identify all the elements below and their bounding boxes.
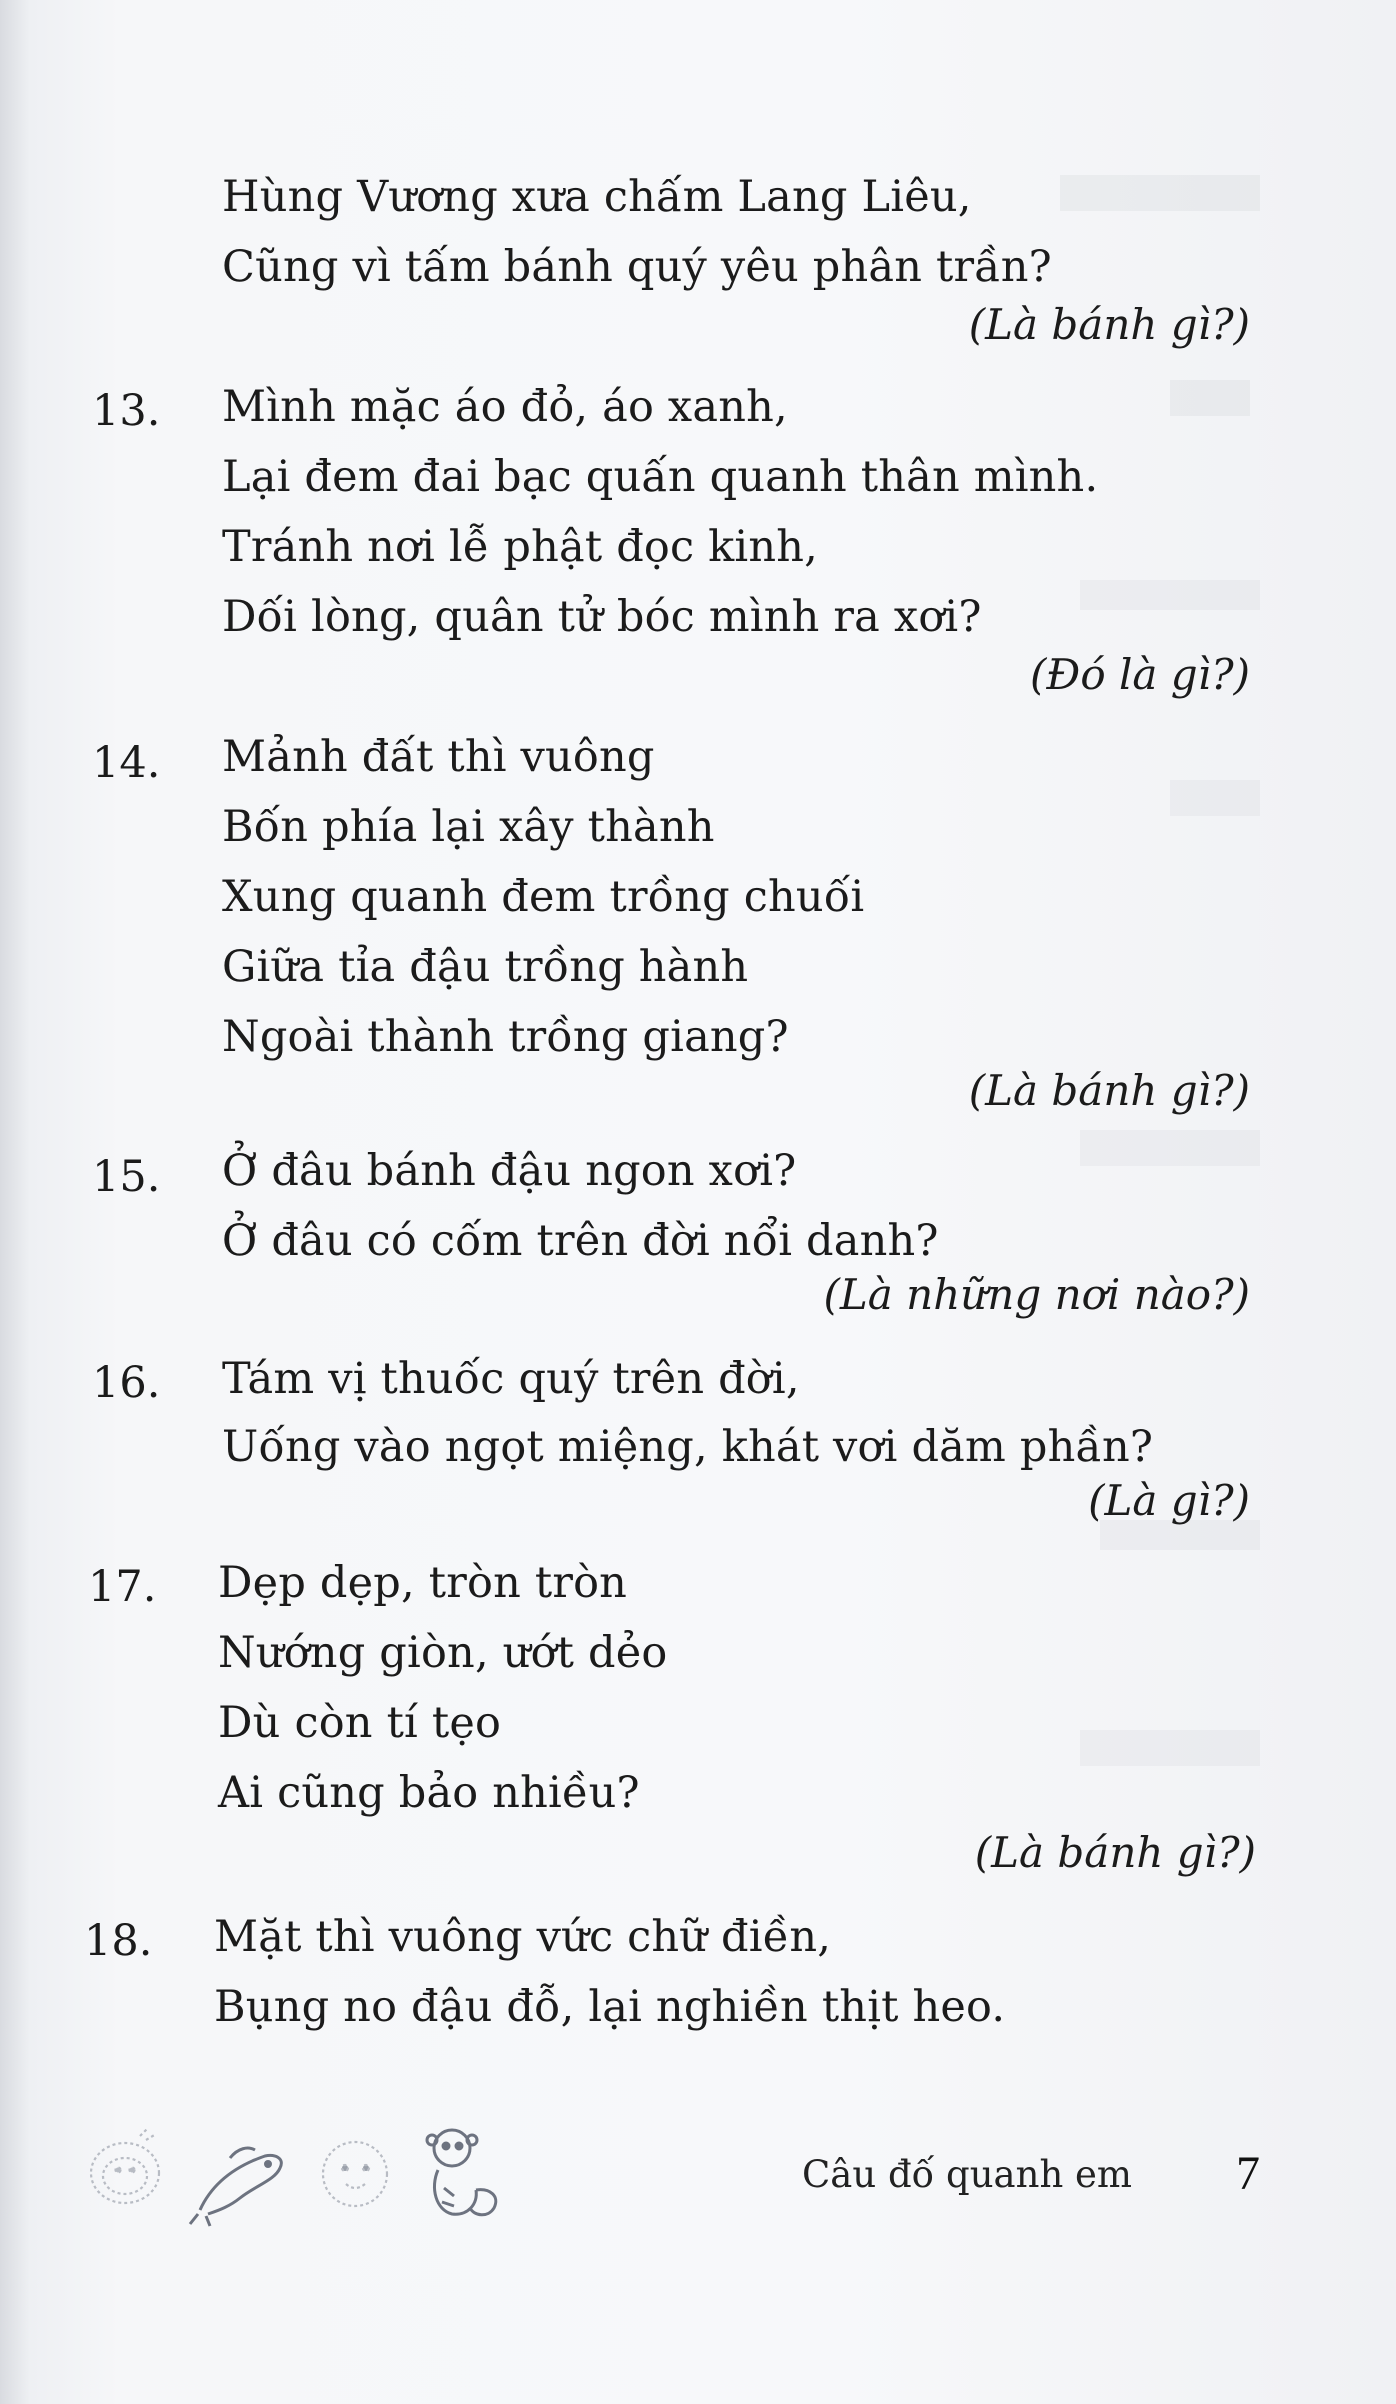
- riddle-answer-prompt: (Là những nơi nào?): [823, 1270, 1250, 1319]
- verse-line: Dẹp dẹp, tròn tròn: [218, 1558, 628, 1608]
- verse-line: Nướng giòn, ướt dẻo: [218, 1628, 668, 1678]
- verse-line: Mặt thì vuông vức chữ điền,: [214, 1912, 832, 1962]
- verse-line: Hùng Vương xưa chấm Lang Liêu,: [222, 172, 972, 222]
- sun-face-icon: [323, 2142, 387, 2206]
- verse-line: Mảnh đất thì vuông: [222, 732, 655, 782]
- verse-line: Ai cũng bảo nhiều?: [218, 1768, 640, 1818]
- verse-line: Tám vị thuốc quý trên đời,: [222, 1354, 800, 1404]
- riddle-answer-prompt: (Là bánh gì?): [968, 300, 1250, 349]
- verse-line: Cũng vì tấm bánh quý yêu phân trần?: [222, 242, 1052, 292]
- book-title: Câu đố quanh em: [802, 2153, 1133, 2196]
- riddle-answer-prompt: (Là gì?): [1088, 1476, 1250, 1525]
- dolphin-icon: [190, 2148, 281, 2226]
- page-number: 7: [1236, 2147, 1260, 2200]
- riddle-number: 15.: [92, 1152, 161, 1202]
- verse-line: Bụng no đậu đỗ, lại nghiền thịt heo.: [214, 1982, 1006, 2032]
- verse-line: Uống vào ngọt miệng, khát vơi dăm phần?: [222, 1422, 1154, 1472]
- verse-line: Mình mặc áo đỏ, áo xanh,: [222, 382, 788, 432]
- riddle-answer-prompt: (Đó là gì?): [1030, 650, 1250, 699]
- verse-line: Bốn phía lại xây thành: [222, 802, 715, 852]
- verse-line: Giữa tỉa đậu trồng hành: [222, 942, 749, 992]
- verse-line: Ở đâu có cốm trên đời nổi danh?: [222, 1216, 939, 1266]
- hedgehog-icon: [91, 2128, 159, 2203]
- riddle-number: 18.: [84, 1916, 153, 1966]
- monkey-icon: [427, 2130, 496, 2215]
- verse-line: Ở đâu bánh đậu ngon xơi?: [222, 1146, 797, 1196]
- verse-line: Xung quanh đem trồng chuối: [222, 872, 865, 922]
- riddle-number: 16.: [92, 1358, 161, 1408]
- verse-line: Ngoài thành trồng giang?: [222, 1012, 789, 1062]
- riddle-number: 14.: [92, 738, 161, 788]
- riddle-answer-prompt: (Là bánh gì?): [968, 1066, 1250, 1115]
- verse-line: Dù còn tí tẹo: [218, 1698, 502, 1748]
- riddle-number: 17.: [88, 1562, 157, 1612]
- verse-line: Tránh nơi lễ phật đọc kinh,: [222, 522, 819, 572]
- riddle-number: 13.: [92, 386, 161, 436]
- riddle-answer-prompt: (Là bánh gì?): [974, 1828, 1256, 1877]
- verse-line: Lại đem đai bạc quấn quanh thân mình.: [222, 452, 1099, 502]
- footer-decorations: [80, 2118, 550, 2228]
- verse-line: Dối lòng, quân tử bóc mình ra xơi?: [222, 592, 982, 642]
